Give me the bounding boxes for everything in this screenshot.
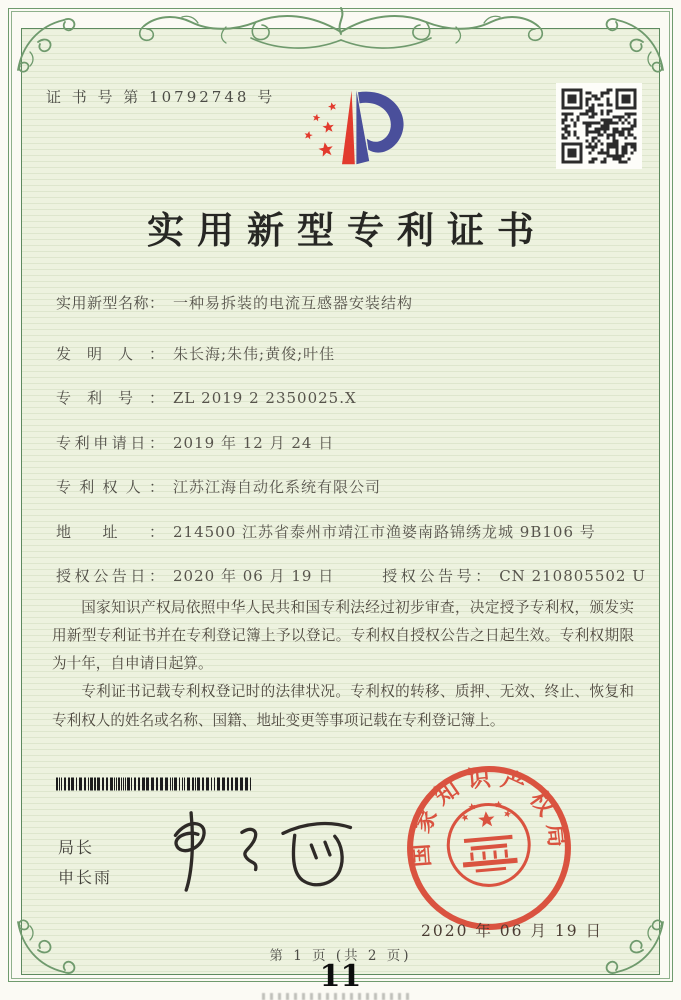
field-label: 授权公告号： xyxy=(382,567,491,585)
director-block xyxy=(58,833,112,893)
director-name: 申长雨 xyxy=(58,868,113,887)
barcode xyxy=(55,777,261,791)
field-label: 发明人： xyxy=(56,344,164,363)
legal-paragraph-1: 国家知识产权局依照中华人民共和国专利法经过初步审查，决定授予专利权，颁发实用新型专利证书并在专利登记簿上予以登记。专利权自授权公告之日起生效。专利权期限为十年，自申请日起算。 xyxy=(52,599,634,673)
field-row-inventors xyxy=(56,339,637,369)
field-row-name xyxy=(56,288,637,318)
field-row-patentee xyxy=(56,472,637,502)
legal-paragraph-2: 专利证书记载专利权登记时的法律状况。专利权的转移、质押、无效、终止、恢复和专利权人的姓名或名称、国籍、地址变更等事项记载在专利登记簿上。 xyxy=(52,683,634,729)
certificate-title: 实用新型专利证书 xyxy=(147,208,547,252)
field-row-address xyxy=(56,517,637,547)
field-label: 地址： xyxy=(56,522,164,541)
legal-text xyxy=(52,594,634,735)
below-frame-number: 11 xyxy=(319,959,362,994)
field-label: 专利权人： xyxy=(56,478,164,496)
field-value: 2019 年 12 月 24 日 xyxy=(173,433,335,452)
field-value: 江苏江海自动化系统有限公司 xyxy=(173,478,382,496)
certificate-number: 证 书 号 第 10792748 号 xyxy=(46,88,276,106)
cutoff-faint-text xyxy=(262,993,412,1000)
field-row-filing-date xyxy=(56,428,637,458)
field-label: 专利号： xyxy=(56,389,164,407)
field-label: 专利申请日： xyxy=(56,433,164,452)
page-number: 第 1 页 (共 2 页) xyxy=(269,948,412,964)
field-label: 实用新型名称： xyxy=(56,294,164,312)
field-list xyxy=(56,288,646,591)
field-row-grant xyxy=(56,561,646,591)
field-value: 朱长海;朱伟;黄俊;叶佳 xyxy=(173,344,336,363)
seal-text: 国家知识产权局 xyxy=(406,763,572,869)
field-row-patent-no xyxy=(56,383,637,413)
national-emblem-icon xyxy=(445,798,533,889)
director-signature xyxy=(148,806,373,894)
field-value: ZL 2019 2 2350025.X xyxy=(173,389,357,407)
cnipa-logo-icon xyxy=(286,72,414,186)
field-value: 一种易拆装的电流互感器安装结构 xyxy=(173,294,414,312)
field-value: 2020 年 06 月 19 日 xyxy=(173,567,335,585)
field-value: 214500 江苏省泰州市靖江市渔婆南路锦绣龙城 9B106 号 xyxy=(173,522,596,541)
field-pair-2 xyxy=(382,567,646,585)
seal-date: 2020 年 06 月 19 日 xyxy=(421,922,604,940)
director-title: 局长 xyxy=(58,838,95,857)
official-seal xyxy=(396,755,582,941)
field-value: CN 210805502 U xyxy=(499,567,646,585)
field-label: 授权公告日： xyxy=(56,567,164,585)
qr-code xyxy=(556,83,642,169)
